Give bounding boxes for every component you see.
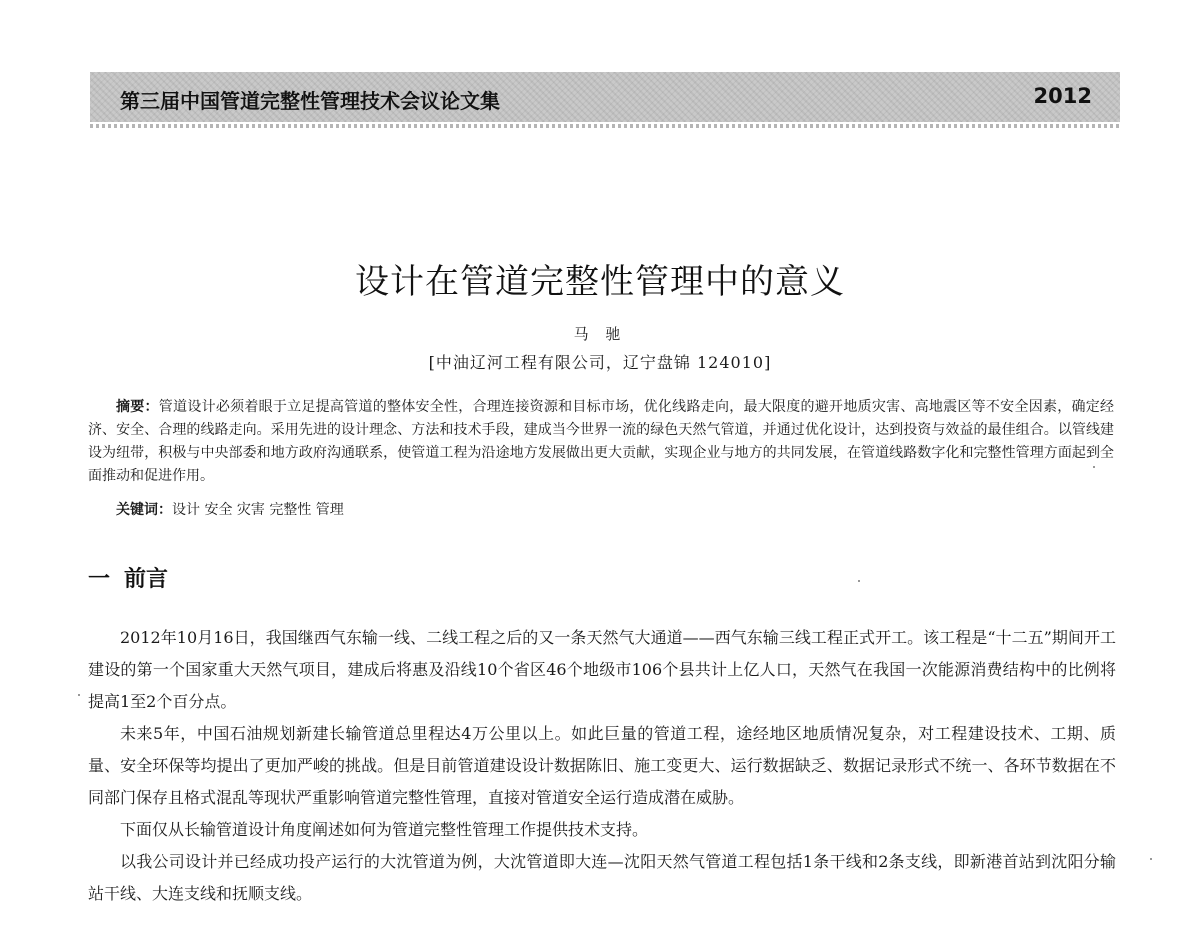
paragraph: 2012年10月16日，我国继西气东输一线、二线工程之后的又一条天然气大通道——西气东输三线工程正式开工。该工程是“十二五”期间开工建设的第一个国家重大天然气项目，建成后将惠及沿线10个省区46个地级市106个县共计上亿人口，天然气在我国一次能源消费结构中的比例将提高1至2个百分点。 bbox=[88, 628, 1116, 711]
section-heading bbox=[88, 562, 168, 593]
scan-speck bbox=[78, 694, 80, 696]
abstract-text: 管道设计必须着眼于立足提高管道的整体安全性，合理连接资源和目标市场，优化线路走向，最大限度的避开地质灾害、高地震区等不安全因素，确定经济、安全、合理的线路走向。采用先进的设计理念、方法和技术手段，建成当今世界一流的绿色天然气管道，并通过优化设计，达到投资与效益的最佳组合。以管线建设为纽带，积极与中央部委和地方政府沟通联系，使管道工程为沿途地方发展做出更大贡献，实现企业与地方的共同发展，在管道线路数字化和完整性管理方面起到全面推动和促进作用。 bbox=[88, 399, 1115, 484]
proceedings-title: 第三届中国管道完整性管理技术会议论文集 bbox=[120, 89, 500, 113]
body-text bbox=[88, 622, 1116, 910]
paragraph: 以我公司设计并已经成功投产运行的大沈管道为例，大沈管道即大连—沈阳天然气管道工程包括1条干线和2条支线，即新港首站到沈阳分输站干线、大连支线和抚顺支线。 bbox=[88, 852, 1116, 903]
scan-speck bbox=[858, 580, 860, 582]
abstract-label: 摘要： bbox=[116, 399, 159, 415]
scan-speck bbox=[1150, 858, 1152, 860]
abstract bbox=[88, 396, 1114, 488]
paragraph: 未来5年，中国石油规划新建长输管道总里程达4万公里以上。如此巨量的管道工程，途经地区地质情况复杂，对工程建设技术、工期、质量、安全环保等均提出了更加严峻的挑战。但是目前管道建设设计数据陈旧、施工变更大、运行数据缺乏、数据记录形式不统一、各环节数据在不同部门保存且格式混乱等现状严重影响管道完整性管理，直接对管道安全运行造成潜在威胁。 bbox=[88, 724, 1116, 807]
keywords-label: 关键词： bbox=[116, 502, 172, 518]
section-title: 前言 bbox=[124, 567, 169, 592]
paper-title: 设计在管道完整性管理中的意义 bbox=[355, 262, 845, 302]
scan-speck bbox=[1093, 466, 1095, 468]
author-name: 马 驰 bbox=[573, 325, 627, 343]
keywords-text: 设计 安全 灾害 完整性 管理 bbox=[172, 502, 344, 518]
running-header bbox=[90, 72, 1120, 122]
header-year: 2012 bbox=[1033, 84, 1092, 108]
author-affiliation: [中油辽河工程有限公司，辽宁盘锦 124010] bbox=[428, 353, 772, 372]
keywords bbox=[88, 499, 1114, 522]
section-number: 一 bbox=[88, 567, 111, 592]
paragraph: 下面仅从长输管道设计角度阐述如何为管道完整性管理工作提供技术支持。 bbox=[120, 820, 649, 839]
